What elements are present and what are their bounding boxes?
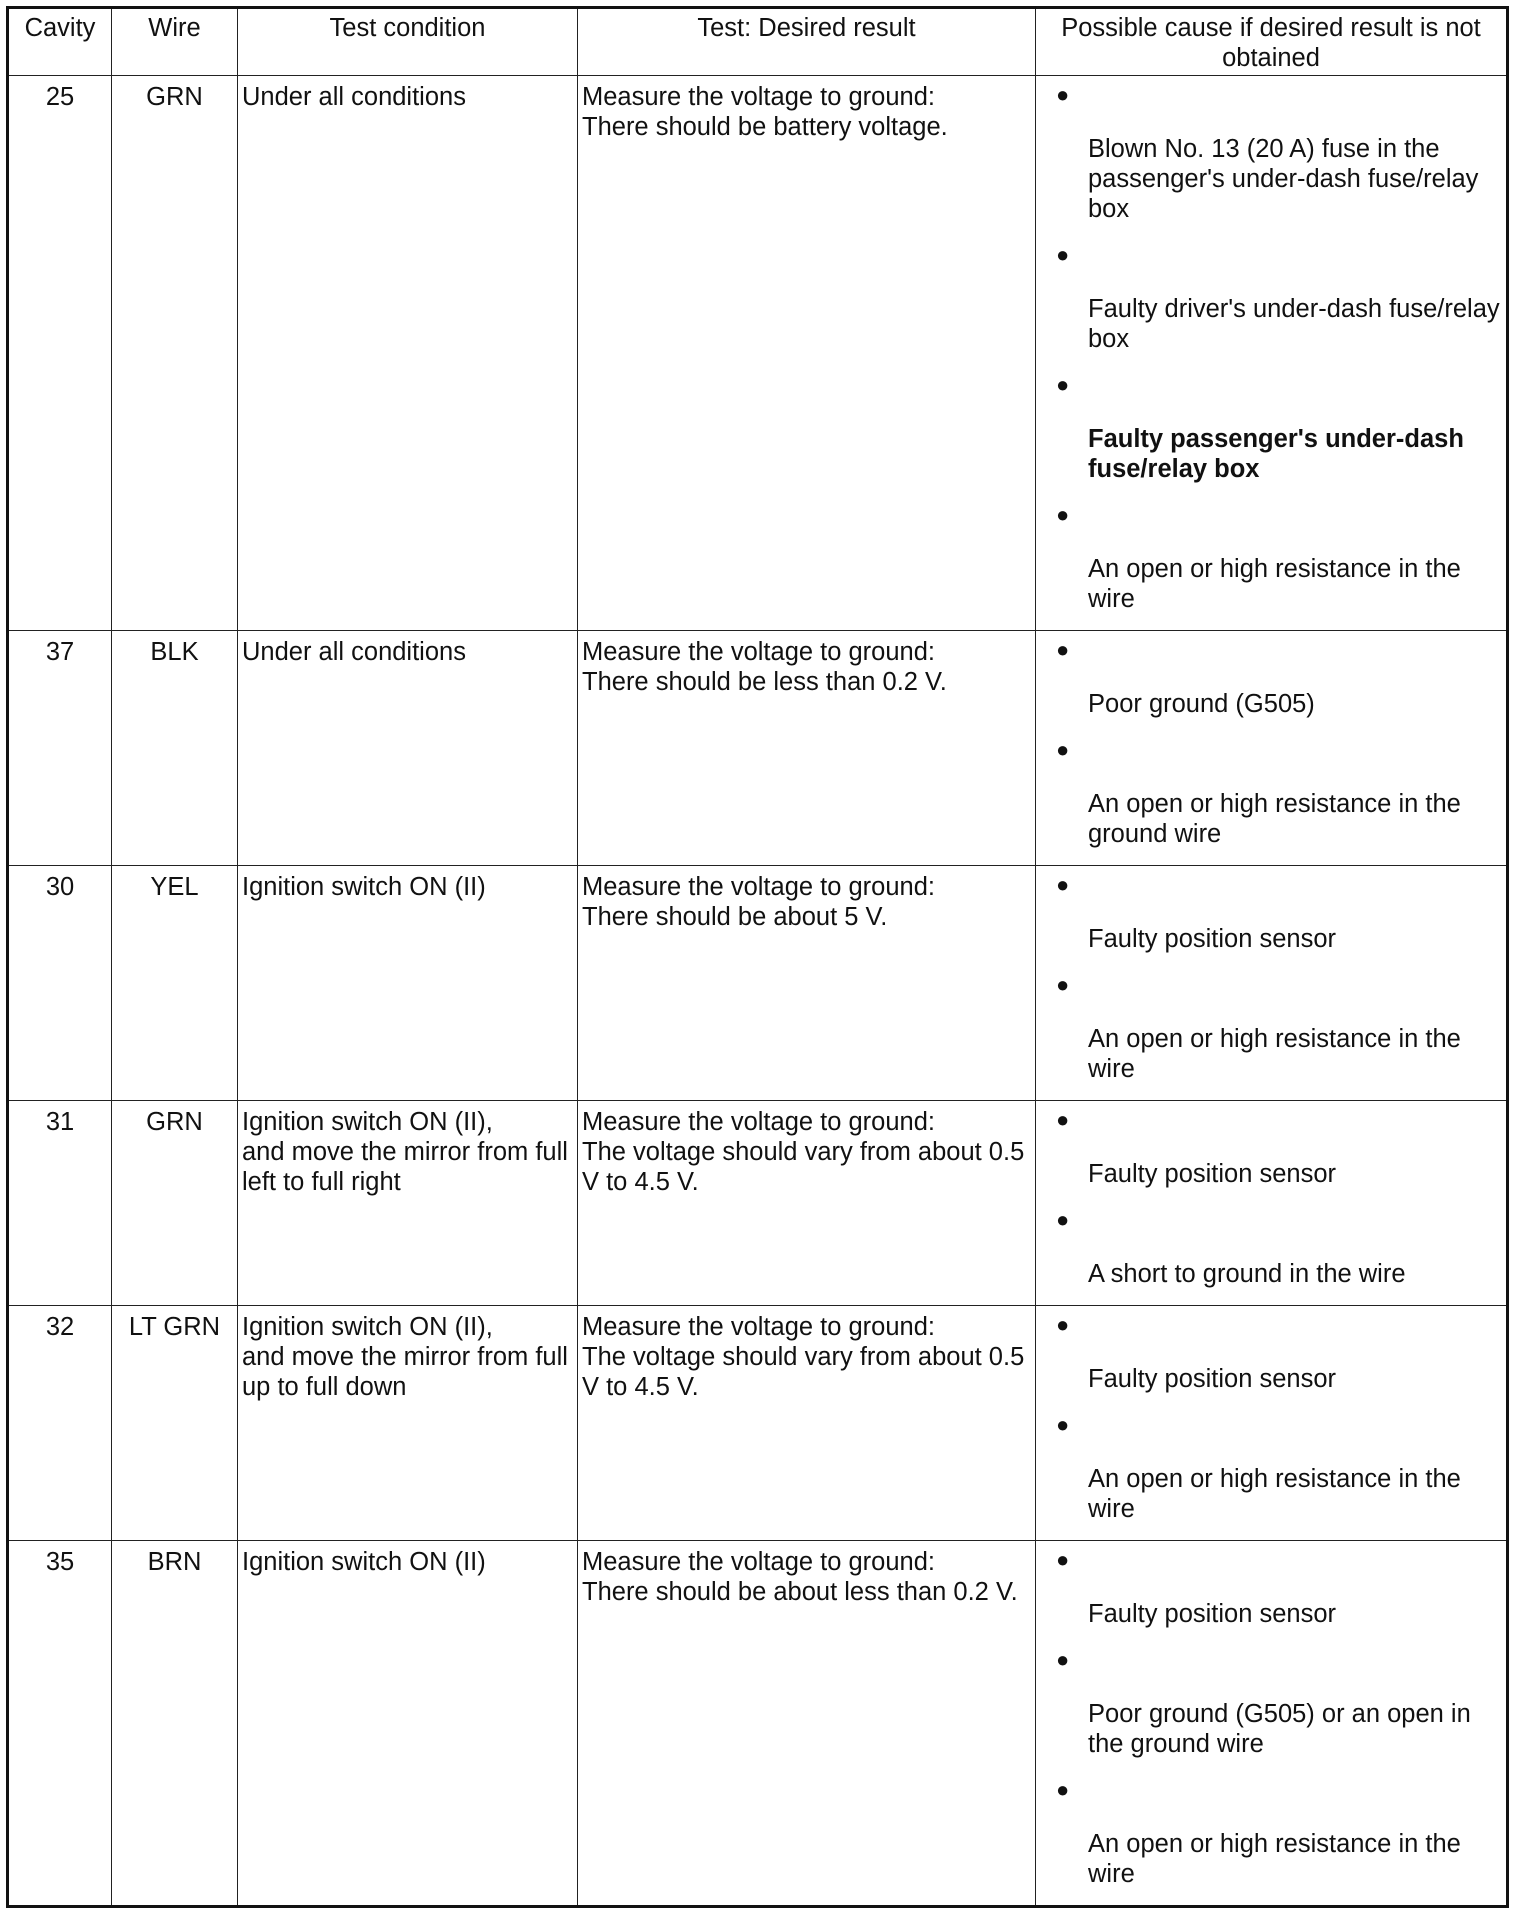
desired-result-cell: Measure the voltage to ground: There should be battery voltage.	[578, 76, 1036, 631]
possible-cause-cell	[1036, 76, 1508, 631]
cause-text: Faulty position sensor	[1088, 1365, 1337, 1393]
bullet-icon: ●	[1056, 972, 1070, 997]
wire-cell: YEL	[112, 866, 238, 1101]
bullet-icon: ●	[1056, 637, 1070, 662]
desired-result-cell: Measure the voltage to ground: The voltage should vary from about 0.5 V to 4.5 V.	[578, 1306, 1036, 1541]
cavity-cell: 35	[8, 1541, 112, 1907]
possible-cause-cell	[1036, 866, 1508, 1101]
header-possible-cause: Possible cause if desired result is not obtained	[1036, 8, 1508, 76]
bullet-icon: ●	[1056, 1412, 1070, 1437]
list-item	[1056, 240, 1506, 354]
list-item	[1056, 1410, 1506, 1524]
desired-result-cell: Measure the voltage to ground: There should be less than 0.2 V.	[578, 631, 1036, 866]
test-condition-cell: Ignition switch ON (II)	[238, 866, 578, 1101]
cause-text: An open or high resistance in the ground wire	[1088, 790, 1461, 848]
test-condition-cell: Ignition switch ON (II), and move the mirror from full up to full down	[238, 1306, 578, 1541]
list-item	[1056, 735, 1506, 849]
header-wire: Wire	[112, 8, 238, 76]
cause-text: Faulty position sensor	[1088, 1600, 1337, 1628]
bullet-icon: ●	[1056, 82, 1070, 107]
header-row	[8, 8, 1508, 76]
cause-text: Faulty driver's under-dash fuse/relay box	[1088, 295, 1500, 353]
cause-text: Poor ground (G505) or an open in the ground wire	[1088, 1700, 1471, 1758]
possible-cause-cell	[1036, 1101, 1508, 1306]
list-item	[1056, 500, 1506, 614]
diagnostic-table	[6, 6, 1509, 1908]
table-row	[8, 631, 1508, 866]
list-item	[1056, 1775, 1506, 1889]
list-item	[1056, 80, 1506, 224]
list-item	[1056, 1310, 1506, 1394]
cavity-cell: 37	[8, 631, 112, 866]
cause-text: An open or high resistance in the wire	[1088, 555, 1461, 613]
test-condition-cell: Ignition switch ON (II), and move the mirror from full left to full right	[238, 1101, 578, 1306]
cause-text: Faulty position sensor	[1088, 925, 1337, 953]
wire-cell: BRN	[112, 1541, 238, 1907]
list-item	[1056, 370, 1506, 484]
bullet-icon: ●	[1056, 1107, 1070, 1132]
table-row	[8, 1306, 1508, 1541]
list-item	[1056, 1205, 1506, 1289]
cause-text: An open or high resistance in the wire	[1088, 1025, 1461, 1083]
cause-text: Faulty position sensor	[1088, 1160, 1337, 1188]
cause-text: Faulty passenger's under-dash fuse/relay box	[1088, 425, 1464, 483]
header-desired-result: Test: Desired result	[578, 8, 1036, 76]
cause-text: An open or high resistance in the wire	[1088, 1830, 1461, 1888]
desired-result-cell: Measure the voltage to ground: The voltage should vary from about 0.5 V to 4.5 V.	[578, 1101, 1036, 1306]
cavity-cell: 31	[8, 1101, 112, 1306]
test-condition-cell: Ignition switch ON (II)	[238, 1541, 578, 1907]
header-cavity: Cavity	[8, 8, 112, 76]
header-test-condition: Test condition	[238, 8, 578, 76]
bullet-icon: ●	[1056, 1207, 1070, 1232]
wire-cell: GRN	[112, 76, 238, 631]
possible-cause-cell	[1036, 1541, 1508, 1907]
list-item	[1056, 1645, 1506, 1759]
cause-text: Blown No. 13 (20 A) fuse in the passenger's under-dash fuse/relay box	[1088, 135, 1479, 223]
cause-text: A short to ground in the wire	[1088, 1260, 1406, 1288]
bullet-icon: ●	[1056, 1547, 1070, 1572]
bullet-icon: ●	[1056, 242, 1070, 267]
table-row	[8, 76, 1508, 631]
bullet-icon: ●	[1056, 737, 1070, 762]
wire-cell: LT GRN	[112, 1306, 238, 1541]
possible-cause-cell	[1036, 1306, 1508, 1541]
list-item	[1056, 1105, 1506, 1189]
bullet-icon: ●	[1056, 1647, 1070, 1672]
bullet-icon: ●	[1056, 1312, 1070, 1337]
cavity-cell: 30	[8, 866, 112, 1101]
wire-cell: BLK	[112, 631, 238, 866]
bullet-icon: ●	[1056, 1777, 1070, 1802]
cavity-cell: 25	[8, 76, 112, 631]
bullet-icon: ●	[1056, 502, 1070, 527]
desired-result-cell: Measure the voltage to ground: There should be about 5 V.	[578, 866, 1036, 1101]
list-item	[1056, 870, 1506, 954]
bullet-icon: ●	[1056, 372, 1070, 397]
test-condition-cell: Under all conditions	[238, 76, 578, 631]
cause-text: An open or high resistance in the wire	[1088, 1465, 1461, 1523]
wire-cell: GRN	[112, 1101, 238, 1306]
test-condition-cell: Under all conditions	[238, 631, 578, 866]
cavity-cell: 32	[8, 1306, 112, 1541]
desired-result-cell: Measure the voltage to ground: There should be about less than 0.2 V.	[578, 1541, 1036, 1907]
possible-cause-cell	[1036, 631, 1508, 866]
list-item	[1056, 970, 1506, 1084]
list-item	[1056, 635, 1506, 719]
list-item	[1056, 1545, 1506, 1629]
table-row	[8, 1101, 1508, 1306]
table-row	[8, 1541, 1508, 1907]
table-row	[8, 866, 1508, 1101]
cause-text: Poor ground (G505)	[1088, 690, 1315, 718]
bullet-icon: ●	[1056, 872, 1070, 897]
